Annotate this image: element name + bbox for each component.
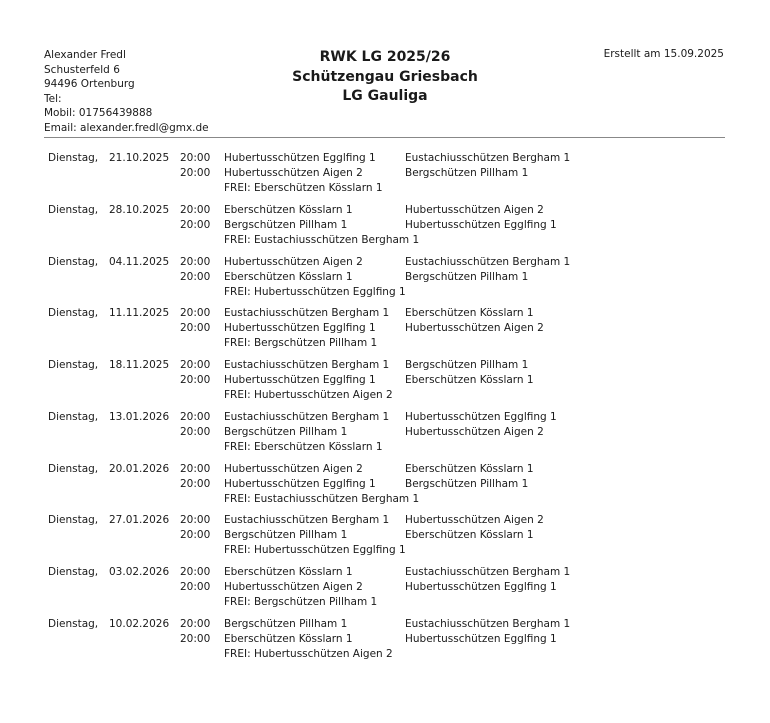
bye-team: FREI: Bergschützen Pillham 1 xyxy=(224,337,378,350)
weekday: Dienstag, xyxy=(48,255,99,268)
away-team: Hubertusschützen Aigen 2 xyxy=(405,203,544,216)
bye-team: FREI: Hubertusschützen Aigen 2 xyxy=(224,647,393,660)
home-team: Bergschützen Pillham 1 xyxy=(224,218,348,231)
home-team: Bergschützen Pillham 1 xyxy=(224,425,348,438)
match-date: 27.01.2026 xyxy=(109,514,170,527)
away-team: Hubertusschützen Aigen 2 xyxy=(405,425,544,438)
away-team: Hubertusschützen Egglfing 1 xyxy=(405,581,557,593)
weekday: Dienstag, xyxy=(48,307,99,320)
weekday: Dienstag, xyxy=(48,410,99,423)
away-team: Eberschützen Kösslarn 1 xyxy=(405,307,534,320)
weekday: Dienstag, xyxy=(48,617,99,630)
away-team: Bergschützen Pillham 1 xyxy=(405,167,529,179)
home-team: Eberschützen Kösslarn 1 xyxy=(224,632,353,645)
home-team: Eustachiusschützen Bergham 1 xyxy=(224,359,390,371)
home-team: Eberschützen Kösslarn 1 xyxy=(224,566,353,578)
weekday: Dienstag, xyxy=(48,152,99,164)
away-team: Eustachiusschützen Bergham 1 xyxy=(405,152,571,164)
bye-team: FREI: Hubertusschützen Egglfing 1 xyxy=(224,285,406,298)
contact-street: Schusterfeld 6 xyxy=(44,63,120,76)
match-date: 18.11.2025 xyxy=(109,359,170,371)
match-time: 20:00 xyxy=(180,617,211,630)
home-team: Hubertusschützen Aigen 2 xyxy=(224,255,363,268)
home-team: Bergschützen Pillham 1 xyxy=(224,529,348,542)
away-team: Eberschützen Kösslarn 1 xyxy=(405,462,534,475)
home-team: Eberschützen Kösslarn 1 xyxy=(224,203,353,216)
weekday: Dienstag, xyxy=(48,566,99,578)
match-date: 13.01.2026 xyxy=(109,410,170,423)
match-time: 20:00 xyxy=(180,529,211,542)
away-team: Eustachiusschützen Bergham 1 xyxy=(405,566,571,578)
bye-team: FREI: Hubertusschützen Aigen 2 xyxy=(224,389,393,401)
bye-team: FREI: Eustachiusschützen Bergham 1 xyxy=(224,233,420,246)
match-time: 20:00 xyxy=(180,307,211,320)
match-time: 20:00 xyxy=(180,462,211,475)
home-team: Hubertusschützen Egglfing 1 xyxy=(224,477,376,490)
contact-name: Alexander Fredl xyxy=(44,49,126,61)
match-time: 20:00 xyxy=(180,322,211,335)
title-line-gau: Schützengau Griesbach xyxy=(292,68,478,85)
away-team: Hubertusschützen Egglfing 1 xyxy=(405,410,557,423)
bye-team: FREI: Bergschützen Pillham 1 xyxy=(224,596,378,608)
match-date: 21.10.2025 xyxy=(109,152,170,164)
bye-team: FREI: Eustachiusschützen Bergham 1 xyxy=(224,492,420,505)
home-team: Hubertusschützen Aigen 2 xyxy=(224,462,363,475)
bye-team: FREI: Eberschützen Kösslarn 1 xyxy=(224,182,383,194)
match-date: 10.02.2026 xyxy=(109,617,170,630)
match-time: 20:00 xyxy=(180,255,211,268)
match-time: 20:00 xyxy=(180,152,211,164)
match-time: 20:00 xyxy=(180,514,211,527)
home-team: Eustachiusschützen Bergham 1 xyxy=(224,307,390,320)
away-team: Eberschützen Kösslarn 1 xyxy=(405,529,534,542)
match-date: 20.01.2026 xyxy=(109,462,170,475)
home-team: Eberschützen Kösslarn 1 xyxy=(224,270,353,283)
match-date: 04.11.2025 xyxy=(109,255,170,268)
away-team: Eustachiusschützen Bergham 1 xyxy=(405,617,571,630)
away-team: Eustachiusschützen Bergham 1 xyxy=(405,255,571,268)
match-date: 03.02.2026 xyxy=(109,566,170,578)
away-team: Bergschützen Pillham 1 xyxy=(405,477,529,490)
match-time: 20:00 xyxy=(180,270,211,283)
match-time: 20:00 xyxy=(180,632,211,645)
contact-mobile: Mobil: 01756439888 xyxy=(44,107,153,119)
home-team: Hubertusschützen Egglfing 1 xyxy=(224,152,376,164)
match-time: 20:00 xyxy=(180,410,211,423)
match-time: 20:00 xyxy=(180,477,211,490)
match-date: 28.10.2025 xyxy=(109,203,170,216)
match-time: 20:00 xyxy=(180,566,211,578)
weekday: Dienstag, xyxy=(48,359,99,371)
home-team: Hubertusschützen Egglfing 1 xyxy=(224,322,376,335)
contact-email: Email: alexander.fredl@gmx.de xyxy=(44,121,209,134)
title-line-season: RWK LG 2025/26 xyxy=(319,49,451,65)
match-time: 20:00 xyxy=(180,359,211,371)
home-team: Eustachiusschützen Bergham 1 xyxy=(224,514,390,527)
match-time: 20:00 xyxy=(180,374,211,386)
away-team: Hubertusschützen Egglfing 1 xyxy=(405,218,557,231)
title-line-league: LG Gauliga xyxy=(342,88,428,104)
bye-team: FREI: Hubertusschützen Egglfing 1 xyxy=(224,544,406,557)
header-divider xyxy=(44,137,725,138)
contact-phone: Tel: xyxy=(44,92,62,105)
away-team: Hubertusschützen Aigen 2 xyxy=(405,322,544,335)
match-time: 20:00 xyxy=(180,425,211,438)
away-team: Eberschützen Kösslarn 1 xyxy=(405,374,534,386)
match-time: 20:00 xyxy=(180,167,211,179)
home-team: Bergschützen Pillham 1 xyxy=(224,617,348,630)
match-time: 20:00 xyxy=(180,203,211,216)
match-date: 11.11.2025 xyxy=(109,307,170,320)
away-team: Hubertusschützen Aigen 2 xyxy=(405,514,544,527)
weekday: Dienstag, xyxy=(48,462,99,475)
home-team: Hubertusschützen Aigen 2 xyxy=(224,167,363,179)
home-team: Eustachiusschützen Bergham 1 xyxy=(224,410,390,423)
match-time: 20:00 xyxy=(180,218,211,231)
home-team: Hubertusschützen Egglfing 1 xyxy=(224,374,376,386)
away-team: Bergschützen Pillham 1 xyxy=(405,359,529,371)
away-team: Bergschützen Pillham 1 xyxy=(405,270,529,283)
match-time: 20:00 xyxy=(180,581,211,593)
weekday: Dienstag, xyxy=(48,514,99,527)
bye-team: FREI: Eberschützen Kösslarn 1 xyxy=(224,440,383,453)
away-team: Hubertusschützen Egglfing 1 xyxy=(405,632,557,645)
created-date: Erstellt am 15.09.2025 xyxy=(603,48,724,60)
home-team: Hubertusschützen Aigen 2 xyxy=(224,581,363,593)
weekday: Dienstag, xyxy=(48,203,99,216)
contact-city: 94496 Ortenburg xyxy=(44,78,135,90)
